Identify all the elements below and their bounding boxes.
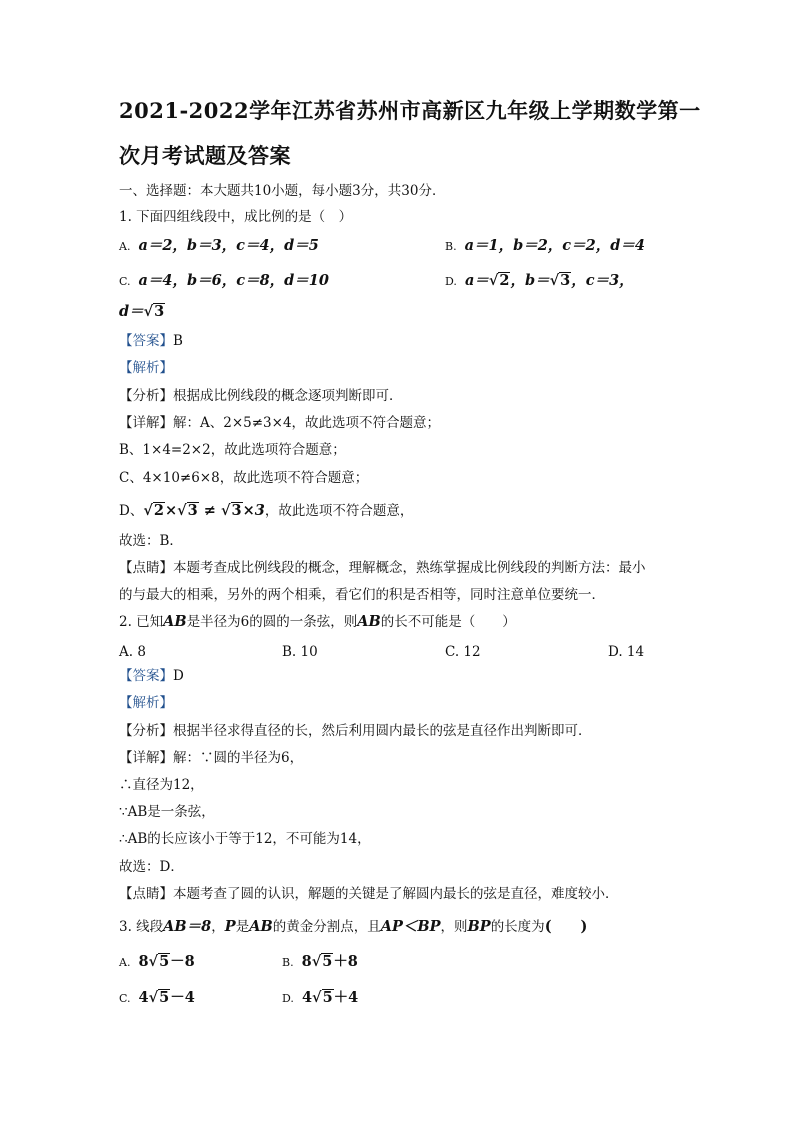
stem-math: AB xyxy=(249,918,273,935)
option-math: 8√5＋8 xyxy=(301,953,358,970)
stem-math: AB＝8 xyxy=(163,918,212,935)
math-text: 8 xyxy=(301,953,312,970)
page-title-line-2: 次月考试题及答案 xyxy=(119,143,291,168)
math-text: －4 xyxy=(170,989,195,1006)
option-tag: A. xyxy=(119,240,131,253)
radicand: 5 xyxy=(159,953,170,970)
stem-math: P xyxy=(224,918,236,935)
q2-line-3: ∵AB是一条弦， xyxy=(119,804,215,820)
option-tag: A. xyxy=(119,956,131,969)
math-text: 8 xyxy=(138,953,149,970)
q1-line-c: C、4×10≠6×8，故此选项不符合题意； xyxy=(119,470,369,486)
math-op: ≠ xyxy=(203,502,216,519)
stem-text: 是半径为6的圆的一条弦，则 xyxy=(186,614,358,630)
option-math: d＝√3 xyxy=(119,303,165,320)
q2-option-a: A. 8 xyxy=(119,644,146,660)
q2-line-2: ∴直径为12， xyxy=(119,777,204,793)
xiangjie-tag: 【详解】 xyxy=(119,750,173,766)
math-text: 4 xyxy=(301,989,313,1006)
q1-dianjing-1 xyxy=(119,559,646,577)
dianjing-tag: 【点睛】 xyxy=(119,560,173,576)
answer-value: D xyxy=(173,668,184,684)
q2-analysis-label xyxy=(119,694,173,712)
line-prefix: D、 xyxy=(119,503,144,519)
radicand: 5 xyxy=(159,989,170,1006)
stem-text: 的长度为 xyxy=(490,919,545,935)
line-suffix: ，故此选项不符合题意， xyxy=(264,503,414,519)
option-tag: C. xyxy=(119,275,131,288)
math-text: ，b＝ xyxy=(510,272,550,289)
q1-analysis-label xyxy=(119,359,173,377)
q1-option-d xyxy=(445,271,634,292)
q3-option-a xyxy=(119,952,195,973)
math-text: ＋4 xyxy=(333,989,359,1006)
q1-line-b: B、1×4=2×2，故此选项符合题意； xyxy=(119,442,346,458)
section-heading: 一、选择题：本大题共10小题，每小题3分，共30分． xyxy=(119,183,446,199)
q3-option-b xyxy=(282,952,358,973)
radicand: 5 xyxy=(322,953,333,970)
q1-option-a xyxy=(119,236,319,257)
q2-choose: 故选：D． xyxy=(119,859,184,875)
page-title-line-1: 2021-2022学年江苏省苏州市高新区九年级上学期数学第一 xyxy=(119,98,701,123)
option-math: 4√5－4 xyxy=(138,989,195,1006)
stem-text: ， xyxy=(211,919,225,935)
radicand: 3 xyxy=(187,502,198,519)
radicand: 2 xyxy=(153,502,164,519)
option-math: a＝4，b＝6，c＝8，d＝10 xyxy=(138,272,329,289)
q1-option-b xyxy=(445,236,645,257)
option-math: 8√5－8 xyxy=(138,953,195,970)
option-math: a＝1，b＝2，c＝2，d＝4 xyxy=(464,237,645,254)
line-math: √2×√3 ≠ √3×3 xyxy=(143,502,265,519)
q1-option-c xyxy=(119,271,329,292)
stem-text: ，则 xyxy=(440,919,468,935)
q1-choose: 故选：B． xyxy=(119,533,183,549)
radicand: 3 xyxy=(560,272,571,289)
stem-text: 的长不可能是（ ） xyxy=(380,614,516,630)
option-tag: B. xyxy=(445,240,457,253)
radicand: 3 xyxy=(231,502,242,519)
fenxi-text: 根据成比例线段的概念逐项判断即可． xyxy=(173,388,403,404)
fenxi-tag: 【分析】 xyxy=(119,388,173,404)
q3-option-d xyxy=(282,988,358,1009)
dianjing-text: 本题考查了圆的认识，解题的关键是了解圆内最长的弦是直径，难度较小． xyxy=(173,886,619,902)
math-text: a＝ xyxy=(464,272,489,289)
analysis-tag: 【解析】 xyxy=(119,695,173,711)
stem-text: 是 xyxy=(235,919,250,935)
dianjing-text: 本题考查成比例线段的概念，理解概念，熟练掌握成比例线段的判断方法：最小 xyxy=(173,560,646,576)
fenxi-tag: 【分析】 xyxy=(119,723,173,739)
stem-math: AP＜BP xyxy=(380,918,441,935)
stem-text: 3. 线段 xyxy=(119,919,164,935)
q2-answer xyxy=(119,667,184,685)
q2-option-b: B. 10 xyxy=(282,644,318,660)
q3-option-c xyxy=(119,988,195,1009)
q2-fenxi xyxy=(119,722,592,740)
radicand: 2 xyxy=(499,272,510,289)
math-op: × xyxy=(164,502,178,519)
stem-text: 的黄金分割点，且 xyxy=(272,919,381,935)
q2-line-4: ∴AB的长应该小于等于12，不可能为14， xyxy=(119,831,371,847)
math-text: ，c＝3， xyxy=(571,272,634,289)
answer-tag: 【答案】 xyxy=(119,668,173,684)
question-1-stem: 1. 下面四组线段中，成比例的是（ ） xyxy=(119,209,353,225)
answer-value: B xyxy=(173,333,183,349)
option-tag: C. xyxy=(119,992,131,1005)
dianjing-tag: 【点睛】 xyxy=(119,886,173,902)
math-text: d＝ xyxy=(119,303,144,320)
analysis-tag: 【解析】 xyxy=(119,360,173,376)
answer-tag: 【答案】 xyxy=(119,333,173,349)
stem-bracket: ( ) xyxy=(544,918,588,935)
fenxi-text: 根据半径求得直径的长，然后利用圆内最长的弦是直径作出判断即可． xyxy=(173,723,592,739)
q2-xiangjie xyxy=(119,749,303,767)
option-math: a＝2，b＝3，c＝4，d＝5 xyxy=(138,237,319,254)
xiangjie-text: 解：A、2×5≠3×4，故此选项不符合题意； xyxy=(173,415,441,431)
option-math: a＝√2，b＝√3，c＝3， xyxy=(464,272,634,289)
stem-math: AB xyxy=(163,613,187,630)
stem-math: AB xyxy=(357,613,381,630)
question-2-stem xyxy=(119,613,516,631)
option-tag: B. xyxy=(282,956,294,969)
option-tag: D. xyxy=(282,992,294,1005)
q2-option-d: D. 14 xyxy=(608,644,645,660)
option-math: 4√5＋4 xyxy=(301,989,359,1006)
radicand: 3 xyxy=(154,303,165,320)
q1-option-d-cont xyxy=(119,302,165,322)
math-text: 4 xyxy=(138,989,149,1006)
radicand: 5 xyxy=(322,989,333,1006)
q2-option-c: C. 12 xyxy=(445,644,481,660)
q2-dianjing xyxy=(119,885,619,903)
math-op: ×3 xyxy=(242,502,265,519)
q1-dianjing-2: 的与最大的相乘，另外的两个相乘，看它们的积是否相等，同时注意单位要统一． xyxy=(119,587,605,603)
math-text: ＋8 xyxy=(333,953,358,970)
option-tag: D. xyxy=(445,275,457,288)
stem-math: BP xyxy=(467,918,491,935)
q1-fenxi xyxy=(119,387,403,405)
q1-answer xyxy=(119,332,183,350)
question-3-stem xyxy=(119,918,587,936)
q1-line-d xyxy=(119,502,413,520)
xiangjie-tag: 【详解】 xyxy=(119,415,173,431)
xiangjie-text: 解：∵圆的半径为6， xyxy=(173,750,304,766)
stem-text: 2. 已知 xyxy=(119,614,164,630)
math-text: －8 xyxy=(170,953,195,970)
q1-xiangjie xyxy=(119,414,440,432)
